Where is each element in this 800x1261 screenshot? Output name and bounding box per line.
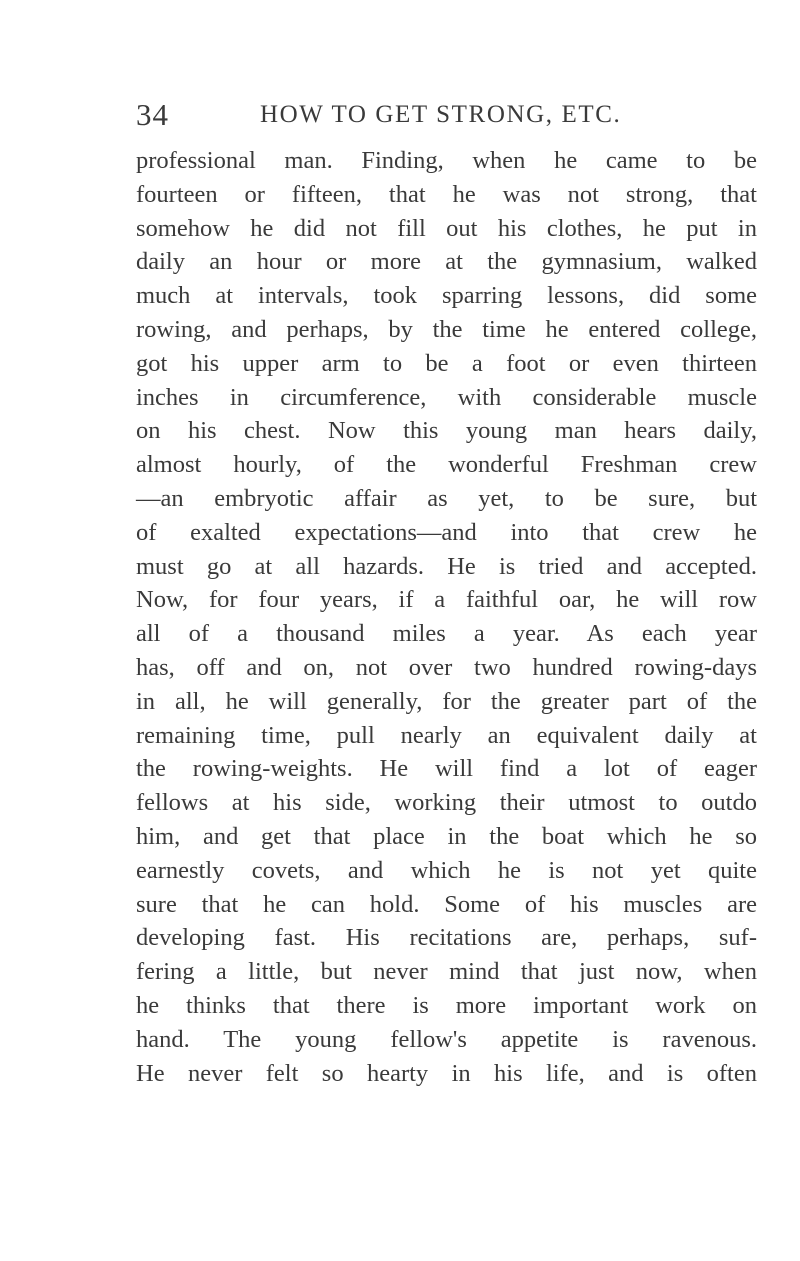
text-line: got his upper arm to be a foot or even thirteen [136, 349, 757, 377]
text-line: fourteen or fifteen, that he was not strong, that [136, 180, 757, 208]
running-head [136, 93, 798, 137]
text-line: developing fast. His recitations are, perhaps, suf- [136, 924, 757, 952]
text-line: fellows at his side, working their utmost to outdo [136, 789, 757, 817]
text-line: inches in circumference, with considerable muscle [136, 383, 757, 411]
text-line: —an embryotic affair as yet, to be sure, but [136, 484, 757, 512]
text-line: somehow he did not fill out his clothes, he put in [136, 214, 757, 242]
text-line: He never felt so hearty in his life, and is often [136, 1059, 757, 1087]
text-line: remaining time, pull nearly an equivalent daily at [136, 721, 757, 749]
text-line: almost hourly, of the wonderful Freshman crew [136, 451, 757, 479]
text-line: sure that he can hold. Some of his muscles are [136, 890, 757, 918]
text-line: the rowing-weights. He will find a lot of eager [136, 755, 757, 783]
text-line: much at intervals, took sparring lessons, did some [136, 282, 757, 310]
text-line: on his chest. Now this young man hears daily, [136, 417, 757, 445]
running-title: HOW TO GET STRONG, ETC. [260, 101, 622, 128]
text-line: earnestly covets, and which he is not yet quite [136, 856, 757, 884]
text-line: he thinks that there is more important work on [136, 991, 757, 1019]
text-line: rowing, and perhaps, by the time he entered college, [136, 315, 757, 343]
text-line: Now, for four years, if a faithful oar, he will row [136, 586, 757, 614]
body-text [136, 144, 757, 1090]
text-line: hand. The young fellow's appetite is ravenous. [136, 1025, 757, 1053]
text-line: must go at all hazards. He is tried and accepted. [136, 552, 757, 580]
text-line: fering a little, but never mind that just now, when [136, 958, 757, 986]
page-number: 34 [136, 97, 169, 132]
text-line: all of a thousand miles a year. As each year [136, 620, 757, 648]
text-line: in all, he will generally, for the greater part of the [136, 687, 757, 715]
text-line: of exalted expectations—and into that crew he [136, 518, 757, 546]
text-line: has, off and on, not over two hundred rowing-days [136, 653, 757, 681]
text-line: daily an hour or more at the gymnasium, walked [136, 248, 757, 276]
text-line: him, and get that place in the boat which he so [136, 822, 757, 850]
text-line: professional man. Finding, when he came to be [136, 147, 757, 174]
